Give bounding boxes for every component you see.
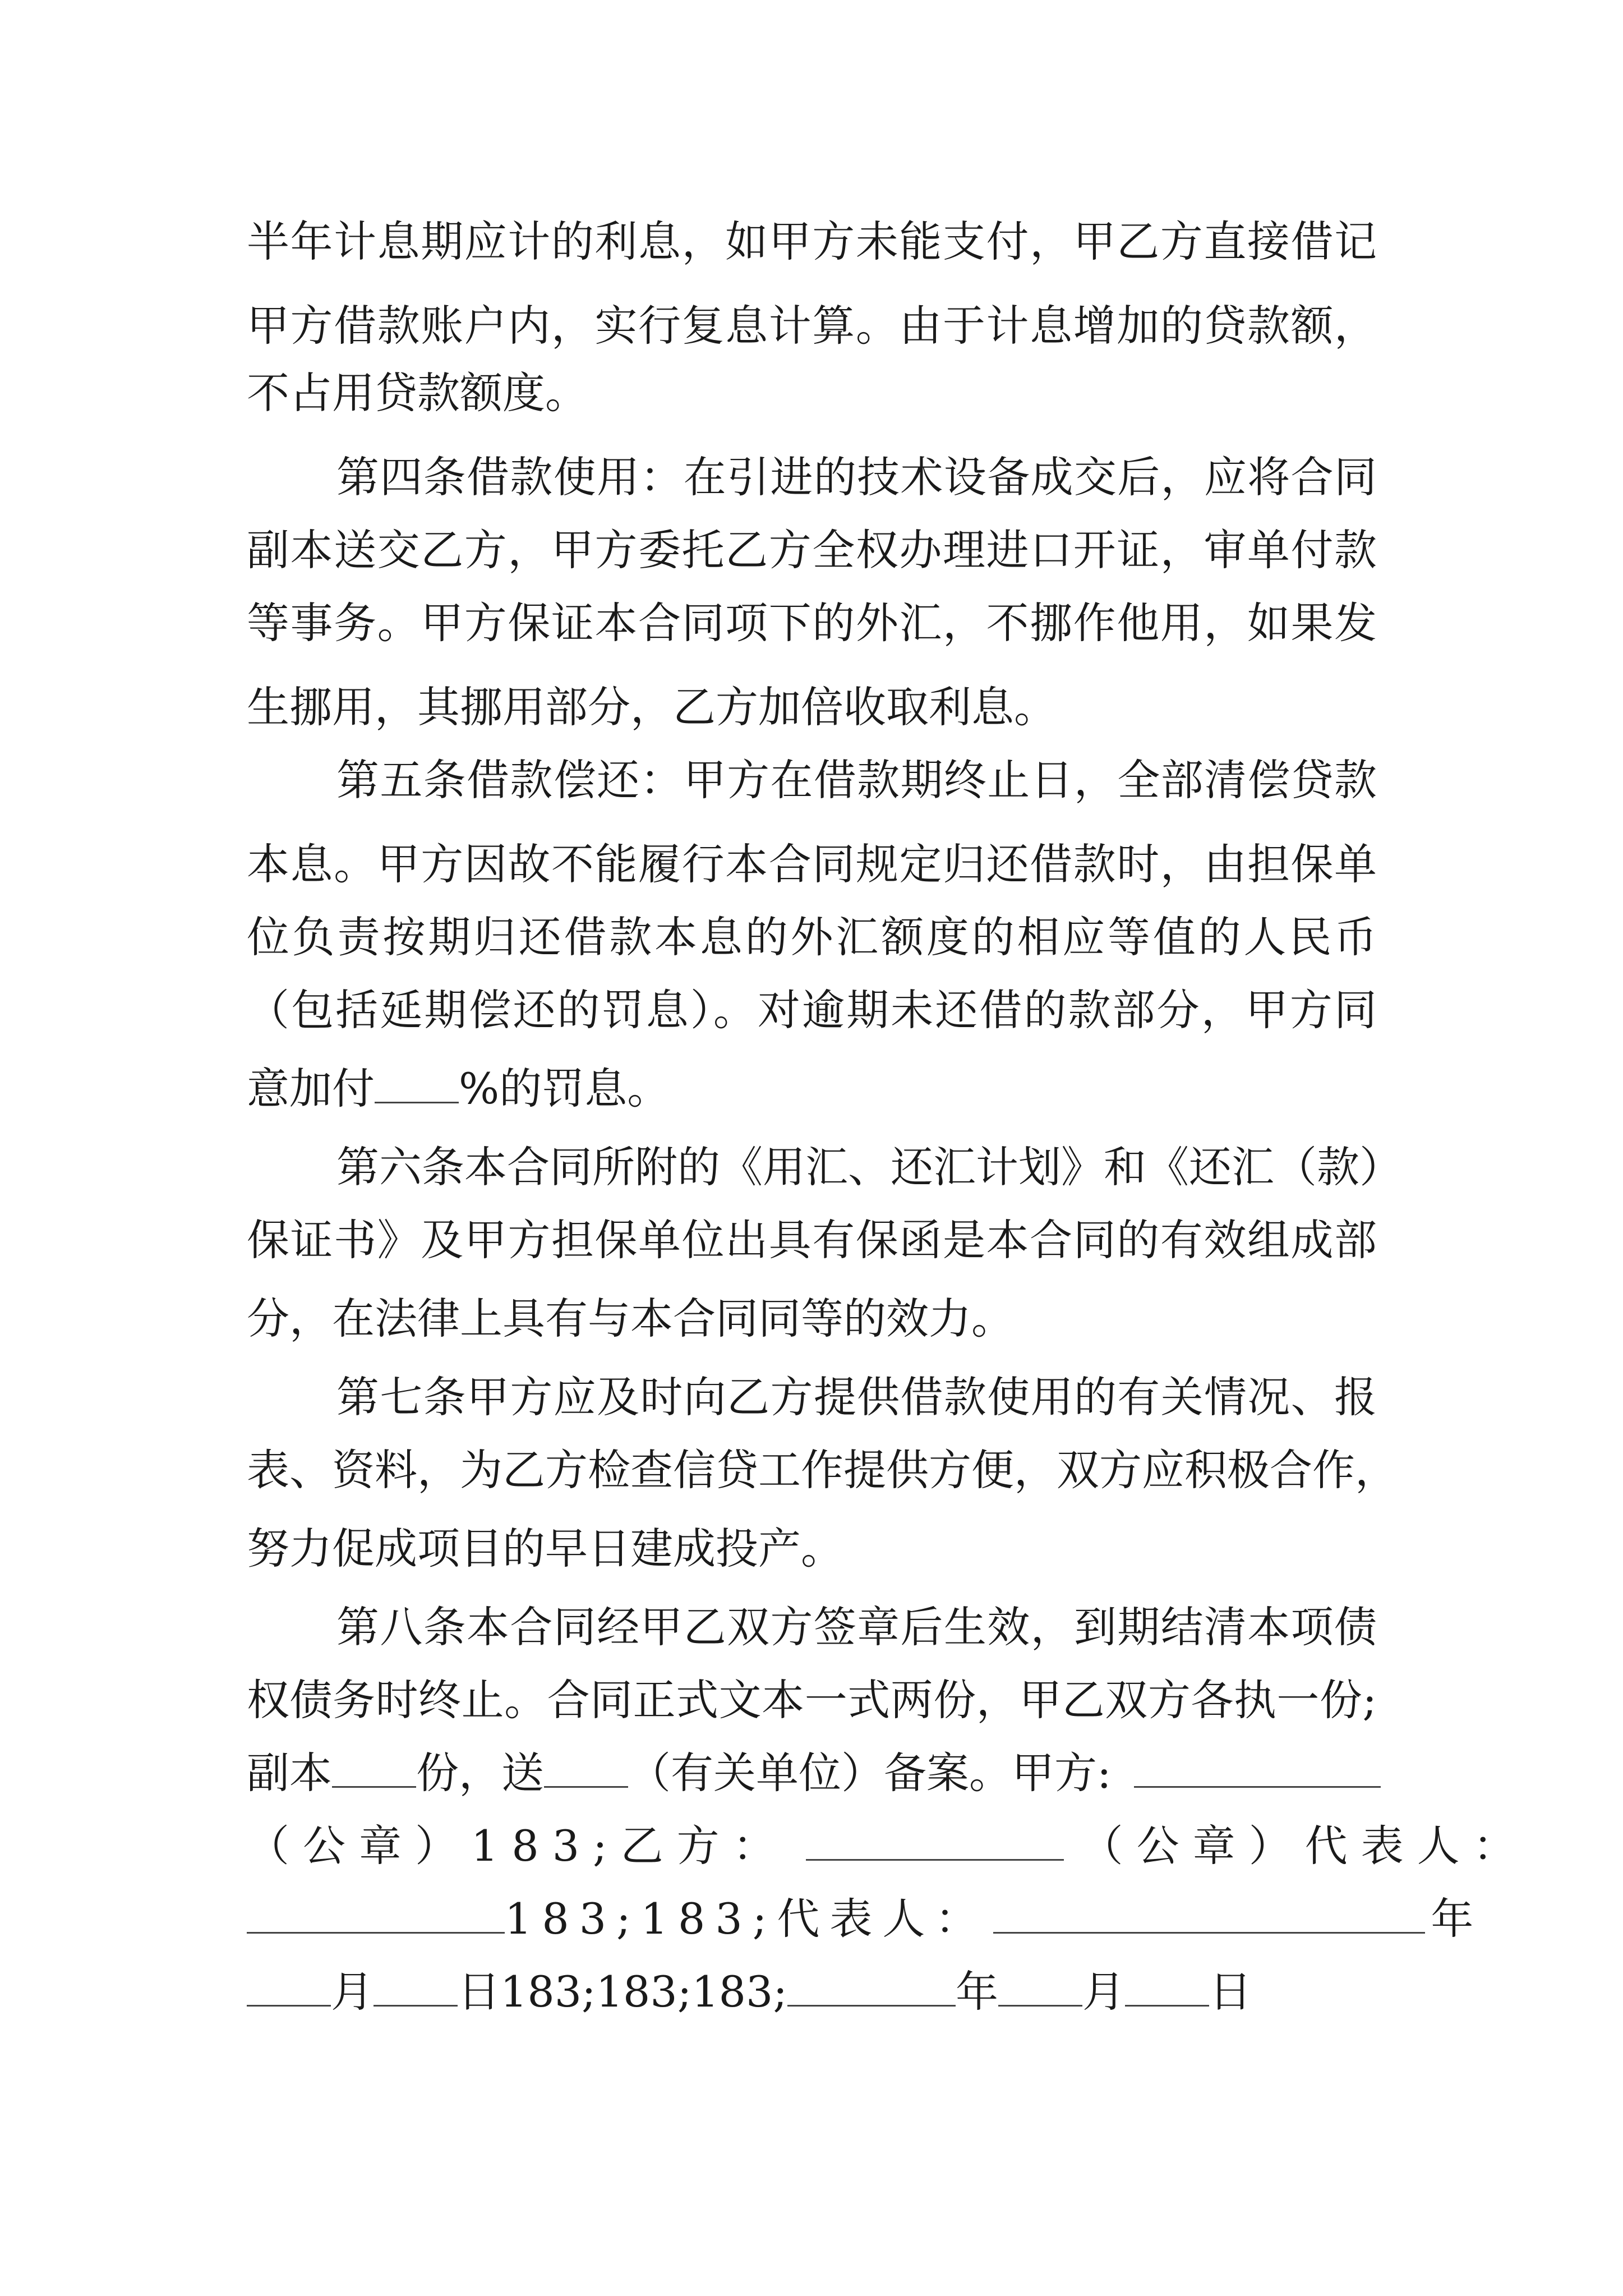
blank-field [1125, 1970, 1209, 2007]
blank-field [787, 1970, 956, 2007]
text-line: 生挪用，其挪用部分，乙方加倍收取利息。 [247, 682, 1057, 732]
text-line: 表、资料，为乙方检查信贷工作提供方便，双方应积极合作， [247, 1445, 1398, 1495]
blank-field [993, 1897, 1425, 1934]
blank-field [375, 1067, 459, 1103]
signature-line-4 [247, 1950, 1377, 2034]
text-line: 努力促成项目的早日建成投产。 [247, 1524, 843, 1573]
sig-text: 份，送 [416, 1748, 544, 1798]
text-line: 副本送交乙方，甲方委托乙方全权办理进口开证，审单付款 [247, 525, 1377, 575]
signature-line-3 [247, 1877, 1484, 1961]
text-line: 位负责按期归还借款本息的外汇额度的相应等值的人民币 [247, 912, 1377, 962]
clause-6-heading: 第六条本合同所附的《用汇、还汇计划》和《还汇（款） [336, 1142, 1402, 1192]
sig-text: （公章）183;乙方： [247, 1821, 789, 1871]
blank-field [374, 1970, 458, 2007]
sig-text: 月 [331, 1967, 374, 2017]
sig-text: 日 [1209, 1967, 1252, 2017]
text-line: （包括延期偿还的罚息）。对逾期未还借的款部分，甲方同 [247, 985, 1377, 1035]
sig-text: 年 [1431, 1894, 1484, 1944]
sig-text: 月 [1082, 1967, 1125, 2017]
penalty-prefix: 意加付 [247, 1064, 375, 1114]
sig-text: 日183;183;183; [458, 1967, 787, 2017]
signature-line-2 [247, 1804, 1529, 1888]
blank-field [332, 1751, 416, 1788]
signature-line-1 [247, 1731, 1377, 1815]
blank-field [247, 1897, 505, 1934]
sig-text: 年 [956, 1967, 998, 2017]
clause-7-heading: 第七条甲方应及时向乙方提供借款使用的有关情况、报 [336, 1372, 1377, 1422]
clause-4-heading: 第四条借款使用：在引进的技术设备成交后，应将合同 [336, 452, 1377, 502]
sig-text: 副本 [247, 1748, 332, 1798]
text-line: 等事务。甲方保证本合同项下的外汇，不挪作他用，如果发 [247, 598, 1377, 648]
text-line: 不占用贷款额度。 [247, 368, 588, 418]
text-line: 分，在法律上具有与本合同同等的效力。 [247, 1294, 1014, 1343]
blank-field [1134, 1751, 1381, 1788]
sig-text: 183;183;代表人： [505, 1894, 988, 1944]
blank-field [806, 1824, 1064, 1861]
blank-field [247, 1970, 331, 2007]
text-line: 保证书》及甲方担保单位出具有保函是本合同的有效组成部 [247, 1215, 1377, 1265]
sig-text: （有关单位）备案。甲方: [628, 1748, 1112, 1798]
clause-5-heading: 第五条借款偿还：甲方在借款期终止日，全部清偿贷款 [336, 755, 1377, 805]
text-line: 权债务时终止。合同正式文本一式两份，甲乙双方各执一份; [247, 1675, 1377, 1725]
sig-text: （公章）代表人： [1080, 1821, 1529, 1871]
text-line: 本息。甲方因故不能履行本合同规定归还借款时，由担保单 [247, 839, 1377, 889]
blank-field [998, 1970, 1082, 2007]
blank-field [544, 1751, 628, 1788]
penalty-suffix: %的罚息。 [459, 1064, 670, 1114]
clause-8-heading: 第八条本合同经甲乙双方签章后生效，到期结清本项债 [336, 1602, 1377, 1652]
penalty-line [247, 1047, 1377, 1131]
text-line: 半年计息期应计的利息，如甲方未能支付，甲乙方直接借记 [247, 217, 1377, 266]
text-line: 甲方借款账户内，实行复息计算。由于计息增加的贷款额， [247, 301, 1377, 351]
